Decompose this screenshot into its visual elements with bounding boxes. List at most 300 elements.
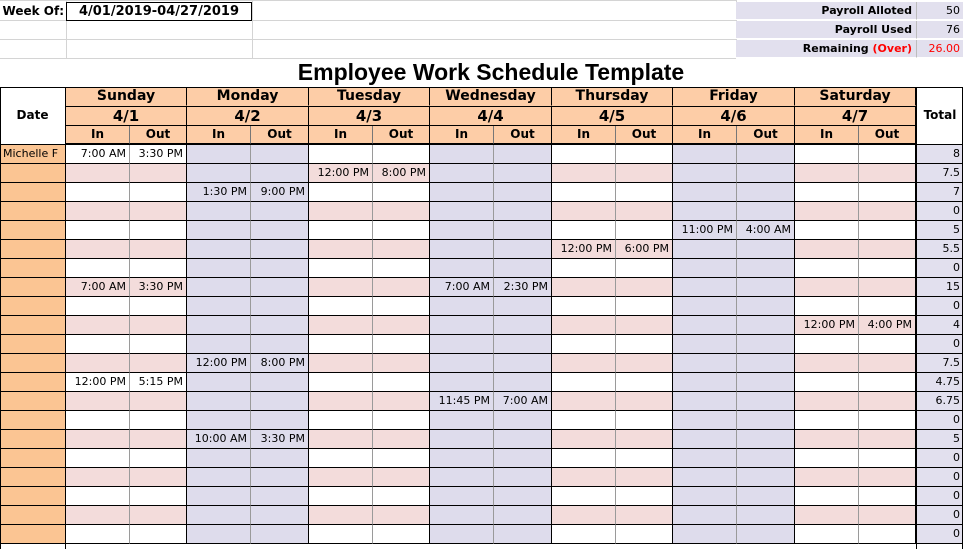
time-out-cell[interactable]: 3:30 PM bbox=[251, 430, 309, 449]
time-in-cell[interactable] bbox=[673, 278, 737, 297]
time-in-cell[interactable] bbox=[795, 202, 859, 221]
time-out-cell[interactable] bbox=[616, 259, 673, 278]
time-out-cell[interactable] bbox=[616, 145, 673, 164]
time-out-cell[interactable]: 5:15 PM bbox=[130, 373, 187, 392]
time-in-cell[interactable] bbox=[430, 145, 494, 164]
time-out-cell[interactable] bbox=[251, 392, 309, 411]
time-in-cell[interactable] bbox=[430, 373, 494, 392]
time-out-cell[interactable] bbox=[130, 164, 187, 183]
time-in-cell[interactable]: 10:00 AM bbox=[187, 430, 251, 449]
time-out-cell[interactable] bbox=[616, 202, 673, 221]
time-out-cell[interactable] bbox=[251, 411, 309, 430]
time-out-cell[interactable] bbox=[737, 316, 795, 335]
time-out-cell[interactable] bbox=[373, 373, 430, 392]
time-in-cell[interactable] bbox=[66, 259, 130, 278]
time-out-cell[interactable] bbox=[373, 278, 430, 297]
time-in-cell[interactable] bbox=[66, 240, 130, 259]
time-in-cell[interactable] bbox=[795, 240, 859, 259]
time-out-cell[interactable] bbox=[616, 183, 673, 202]
time-in-cell[interactable] bbox=[552, 183, 616, 202]
time-out-cell[interactable]: 8:00 PM bbox=[251, 354, 309, 373]
employee-name-cell[interactable] bbox=[0, 449, 66, 468]
time-in-cell[interactable] bbox=[309, 373, 373, 392]
time-in-cell[interactable] bbox=[309, 354, 373, 373]
time-in-cell[interactable] bbox=[552, 411, 616, 430]
time-out-cell[interactable] bbox=[616, 354, 673, 373]
time-in-cell[interactable] bbox=[309, 278, 373, 297]
time-out-cell[interactable] bbox=[616, 506, 673, 525]
time-out-cell[interactable] bbox=[373, 183, 430, 202]
time-in-cell[interactable] bbox=[430, 335, 494, 354]
time-out-cell[interactable] bbox=[373, 240, 430, 259]
time-in-cell[interactable]: 11:00 PM bbox=[673, 221, 737, 240]
time-in-cell[interactable] bbox=[309, 240, 373, 259]
time-in-cell[interactable] bbox=[430, 183, 494, 202]
time-in-cell[interactable] bbox=[66, 430, 130, 449]
time-out-cell[interactable] bbox=[737, 259, 795, 278]
time-out-cell[interactable] bbox=[130, 525, 187, 544]
time-out-cell[interactable] bbox=[251, 487, 309, 506]
time-out-cell[interactable] bbox=[616, 487, 673, 506]
time-in-cell[interactable] bbox=[795, 392, 859, 411]
time-in-cell[interactable] bbox=[309, 525, 373, 544]
time-in-cell[interactable] bbox=[552, 316, 616, 335]
time-in-cell[interactable] bbox=[552, 449, 616, 468]
time-in-cell[interactable] bbox=[187, 278, 251, 297]
time-out-cell[interactable] bbox=[494, 525, 552, 544]
employee-name-cell[interactable] bbox=[0, 430, 66, 449]
time-out-cell[interactable] bbox=[494, 240, 552, 259]
time-out-cell[interactable] bbox=[130, 430, 187, 449]
time-out-cell[interactable] bbox=[737, 202, 795, 221]
time-out-cell[interactable] bbox=[737, 373, 795, 392]
time-out-cell[interactable] bbox=[737, 487, 795, 506]
time-out-cell[interactable]: 7:00 AM bbox=[494, 392, 552, 411]
time-out-cell[interactable] bbox=[373, 525, 430, 544]
time-out-cell[interactable] bbox=[859, 164, 916, 183]
employee-name-cell[interactable] bbox=[0, 373, 66, 392]
employee-name-cell[interactable] bbox=[0, 183, 66, 202]
week-of-value[interactable]: 4/01/2019-04/27/2019 bbox=[66, 2, 252, 21]
time-out-cell[interactable] bbox=[494, 430, 552, 449]
time-out-cell[interactable] bbox=[616, 449, 673, 468]
time-out-cell[interactable] bbox=[616, 297, 673, 316]
time-out-cell[interactable] bbox=[859, 506, 916, 525]
time-out-cell[interactable] bbox=[130, 259, 187, 278]
time-in-cell[interactable] bbox=[187, 145, 251, 164]
employee-name-cell[interactable] bbox=[0, 221, 66, 240]
time-in-cell[interactable] bbox=[673, 354, 737, 373]
time-out-cell[interactable] bbox=[373, 259, 430, 278]
time-in-cell[interactable] bbox=[309, 221, 373, 240]
time-in-cell[interactable] bbox=[673, 392, 737, 411]
time-out-cell[interactable] bbox=[251, 278, 309, 297]
time-out-cell[interactable] bbox=[616, 373, 673, 392]
time-in-cell[interactable] bbox=[430, 221, 494, 240]
time-in-cell[interactable] bbox=[795, 259, 859, 278]
time-out-cell[interactable] bbox=[130, 202, 187, 221]
time-in-cell[interactable] bbox=[430, 240, 494, 259]
time-in-cell[interactable] bbox=[66, 221, 130, 240]
time-out-cell[interactable] bbox=[494, 468, 552, 487]
time-in-cell[interactable] bbox=[309, 449, 373, 468]
time-in-cell[interactable] bbox=[430, 525, 494, 544]
time-out-cell[interactable] bbox=[373, 297, 430, 316]
time-in-cell[interactable] bbox=[187, 335, 251, 354]
time-in-cell[interactable] bbox=[309, 297, 373, 316]
time-out-cell[interactable] bbox=[859, 430, 916, 449]
time-in-cell[interactable] bbox=[187, 392, 251, 411]
time-in-cell[interactable] bbox=[66, 183, 130, 202]
time-out-cell[interactable] bbox=[494, 335, 552, 354]
time-in-cell[interactable] bbox=[187, 487, 251, 506]
employee-name-cell[interactable] bbox=[0, 202, 66, 221]
time-in-cell[interactable] bbox=[552, 487, 616, 506]
time-out-cell[interactable] bbox=[859, 354, 916, 373]
time-out-cell[interactable] bbox=[494, 411, 552, 430]
time-in-cell[interactable]: 7:00 AM bbox=[430, 278, 494, 297]
time-out-cell[interactable] bbox=[251, 221, 309, 240]
time-in-cell[interactable] bbox=[66, 525, 130, 544]
time-out-cell[interactable] bbox=[373, 354, 430, 373]
time-in-cell[interactable] bbox=[795, 411, 859, 430]
employee-name-cell[interactable] bbox=[0, 316, 66, 335]
time-out-cell[interactable] bbox=[130, 354, 187, 373]
time-in-cell[interactable] bbox=[187, 259, 251, 278]
time-in-cell[interactable] bbox=[552, 297, 616, 316]
payroll-used-value[interactable]: 76 bbox=[916, 21, 963, 39]
time-in-cell[interactable] bbox=[309, 506, 373, 525]
time-out-cell[interactable] bbox=[859, 373, 916, 392]
time-out-cell[interactable] bbox=[130, 240, 187, 259]
time-in-cell[interactable] bbox=[430, 316, 494, 335]
time-out-cell[interactable] bbox=[859, 240, 916, 259]
time-in-cell[interactable] bbox=[309, 411, 373, 430]
time-in-cell[interactable] bbox=[309, 392, 373, 411]
time-out-cell[interactable] bbox=[737, 525, 795, 544]
time-in-cell[interactable] bbox=[673, 335, 737, 354]
time-out-cell[interactable]: 6:00 PM bbox=[616, 240, 673, 259]
time-out-cell[interactable] bbox=[859, 297, 916, 316]
time-in-cell[interactable] bbox=[187, 221, 251, 240]
time-out-cell[interactable] bbox=[616, 164, 673, 183]
time-in-cell[interactable] bbox=[187, 411, 251, 430]
time-in-cell[interactable]: 12:00 PM bbox=[309, 164, 373, 183]
employee-name-cell[interactable] bbox=[0, 259, 66, 278]
time-in-cell[interactable] bbox=[430, 297, 494, 316]
time-out-cell[interactable] bbox=[130, 468, 187, 487]
time-in-cell[interactable] bbox=[552, 430, 616, 449]
time-out-cell[interactable] bbox=[251, 373, 309, 392]
time-out-cell[interactable] bbox=[737, 354, 795, 373]
time-out-cell[interactable]: 2:30 PM bbox=[494, 278, 552, 297]
time-in-cell[interactable] bbox=[430, 468, 494, 487]
time-out-cell[interactable] bbox=[737, 278, 795, 297]
time-in-cell[interactable] bbox=[187, 506, 251, 525]
time-in-cell[interactable] bbox=[795, 373, 859, 392]
time-in-cell[interactable] bbox=[66, 164, 130, 183]
time-in-cell[interactable]: 1:30 PM bbox=[187, 183, 251, 202]
time-out-cell[interactable] bbox=[859, 468, 916, 487]
time-in-cell[interactable] bbox=[795, 278, 859, 297]
time-in-cell[interactable] bbox=[552, 373, 616, 392]
time-in-cell[interactable] bbox=[673, 411, 737, 430]
time-in-cell[interactable] bbox=[673, 259, 737, 278]
time-in-cell[interactable] bbox=[66, 468, 130, 487]
time-out-cell[interactable] bbox=[130, 449, 187, 468]
time-in-cell[interactable] bbox=[66, 335, 130, 354]
time-in-cell[interactable] bbox=[552, 145, 616, 164]
time-in-cell[interactable] bbox=[795, 430, 859, 449]
time-out-cell[interactable] bbox=[373, 487, 430, 506]
time-in-cell[interactable]: 11:45 PM bbox=[430, 392, 494, 411]
time-out-cell[interactable]: 4:00 AM bbox=[737, 221, 795, 240]
time-out-cell[interactable] bbox=[373, 411, 430, 430]
time-out-cell[interactable] bbox=[494, 183, 552, 202]
employee-name-cell[interactable] bbox=[0, 392, 66, 411]
time-out-cell[interactable] bbox=[373, 392, 430, 411]
time-in-cell[interactable] bbox=[309, 183, 373, 202]
time-out-cell[interactable] bbox=[737, 506, 795, 525]
time-in-cell[interactable] bbox=[430, 164, 494, 183]
remaining-value[interactable]: 26.00 bbox=[916, 40, 963, 58]
time-in-cell[interactable] bbox=[187, 316, 251, 335]
time-out-cell[interactable] bbox=[494, 354, 552, 373]
time-out-cell[interactable] bbox=[373, 316, 430, 335]
time-in-cell[interactable] bbox=[309, 145, 373, 164]
employee-name-cell[interactable] bbox=[0, 240, 66, 259]
time-in-cell[interactable]: 12:00 PM bbox=[795, 316, 859, 335]
time-in-cell[interactable] bbox=[795, 297, 859, 316]
time-in-cell[interactable] bbox=[673, 373, 737, 392]
time-out-cell[interactable] bbox=[859, 221, 916, 240]
time-in-cell[interactable] bbox=[795, 449, 859, 468]
time-in-cell[interactable] bbox=[552, 506, 616, 525]
time-out-cell[interactable] bbox=[251, 259, 309, 278]
time-out-cell[interactable] bbox=[373, 430, 430, 449]
time-out-cell[interactable] bbox=[616, 221, 673, 240]
employee-name-cell[interactable] bbox=[0, 164, 66, 183]
time-out-cell[interactable] bbox=[859, 335, 916, 354]
time-out-cell[interactable] bbox=[859, 278, 916, 297]
time-out-cell[interactable]: 4:00 PM bbox=[859, 316, 916, 335]
time-in-cell[interactable] bbox=[673, 506, 737, 525]
time-in-cell[interactable] bbox=[673, 202, 737, 221]
time-in-cell[interactable] bbox=[187, 297, 251, 316]
employee-name-cell[interactable] bbox=[0, 411, 66, 430]
time-out-cell[interactable] bbox=[251, 335, 309, 354]
time-in-cell[interactable] bbox=[795, 525, 859, 544]
time-out-cell[interactable] bbox=[251, 468, 309, 487]
employee-name-cell[interactable]: Michelle F bbox=[0, 145, 66, 164]
time-in-cell[interactable] bbox=[430, 354, 494, 373]
time-in-cell[interactable] bbox=[187, 468, 251, 487]
time-out-cell[interactable] bbox=[251, 316, 309, 335]
employee-name-cell[interactable] bbox=[0, 297, 66, 316]
time-in-cell[interactable] bbox=[66, 449, 130, 468]
time-out-cell[interactable]: 9:00 PM bbox=[251, 183, 309, 202]
time-out-cell[interactable] bbox=[859, 259, 916, 278]
time-in-cell[interactable] bbox=[673, 316, 737, 335]
time-in-cell[interactable] bbox=[187, 202, 251, 221]
time-in-cell[interactable]: 7:00 AM bbox=[66, 145, 130, 164]
time-out-cell[interactable] bbox=[373, 221, 430, 240]
time-in-cell[interactable] bbox=[552, 202, 616, 221]
time-in-cell[interactable] bbox=[66, 202, 130, 221]
time-out-cell[interactable] bbox=[130, 297, 187, 316]
time-in-cell[interactable] bbox=[795, 145, 859, 164]
time-out-cell[interactable] bbox=[616, 392, 673, 411]
time-in-cell[interactable] bbox=[673, 145, 737, 164]
time-in-cell[interactable] bbox=[673, 240, 737, 259]
time-in-cell[interactable] bbox=[795, 354, 859, 373]
employee-name-cell[interactable] bbox=[0, 525, 66, 544]
time-out-cell[interactable] bbox=[859, 145, 916, 164]
time-in-cell[interactable]: 7:00 AM bbox=[66, 278, 130, 297]
time-out-cell[interactable] bbox=[251, 164, 309, 183]
time-out-cell[interactable] bbox=[494, 202, 552, 221]
employee-name-cell[interactable] bbox=[0, 354, 66, 373]
time-in-cell[interactable] bbox=[673, 297, 737, 316]
time-out-cell[interactable] bbox=[859, 525, 916, 544]
time-in-cell[interactable] bbox=[552, 354, 616, 373]
time-out-cell[interactable] bbox=[616, 316, 673, 335]
time-in-cell[interactable] bbox=[309, 316, 373, 335]
time-in-cell[interactable] bbox=[673, 487, 737, 506]
time-in-cell[interactable] bbox=[673, 468, 737, 487]
time-in-cell[interactable] bbox=[187, 164, 251, 183]
time-in-cell[interactable] bbox=[309, 335, 373, 354]
employee-name-cell[interactable] bbox=[0, 468, 66, 487]
time-in-cell[interactable] bbox=[430, 259, 494, 278]
time-out-cell[interactable] bbox=[494, 297, 552, 316]
time-out-cell[interactable] bbox=[373, 145, 430, 164]
time-in-cell[interactable] bbox=[430, 487, 494, 506]
time-in-cell[interactable] bbox=[673, 430, 737, 449]
employee-name-cell[interactable] bbox=[0, 487, 66, 506]
time-out-cell[interactable]: 8:00 PM bbox=[373, 164, 430, 183]
time-out-cell[interactable] bbox=[130, 335, 187, 354]
time-in-cell[interactable]: 12:00 PM bbox=[187, 354, 251, 373]
time-out-cell[interactable] bbox=[251, 240, 309, 259]
employee-name-cell[interactable] bbox=[0, 278, 66, 297]
time-in-cell[interactable] bbox=[187, 525, 251, 544]
time-out-cell[interactable] bbox=[494, 145, 552, 164]
time-in-cell[interactable] bbox=[66, 297, 130, 316]
time-out-cell[interactable] bbox=[737, 411, 795, 430]
time-in-cell[interactable] bbox=[673, 449, 737, 468]
time-out-cell[interactable] bbox=[251, 202, 309, 221]
time-out-cell[interactable] bbox=[494, 449, 552, 468]
time-out-cell[interactable] bbox=[130, 411, 187, 430]
time-out-cell[interactable] bbox=[373, 449, 430, 468]
time-out-cell[interactable] bbox=[251, 145, 309, 164]
time-out-cell[interactable] bbox=[494, 259, 552, 278]
time-in-cell[interactable] bbox=[309, 487, 373, 506]
time-in-cell[interactable] bbox=[552, 335, 616, 354]
time-in-cell[interactable] bbox=[66, 392, 130, 411]
time-in-cell[interactable] bbox=[430, 430, 494, 449]
time-in-cell[interactable] bbox=[552, 525, 616, 544]
employee-name-cell[interactable] bbox=[0, 506, 66, 525]
time-in-cell[interactable] bbox=[187, 373, 251, 392]
time-in-cell[interactable] bbox=[552, 259, 616, 278]
time-out-cell[interactable] bbox=[737, 430, 795, 449]
time-out-cell[interactable] bbox=[251, 297, 309, 316]
time-out-cell[interactable] bbox=[373, 468, 430, 487]
time-out-cell[interactable] bbox=[130, 392, 187, 411]
time-out-cell[interactable] bbox=[616, 468, 673, 487]
time-in-cell[interactable]: 12:00 PM bbox=[66, 373, 130, 392]
time-out-cell[interactable] bbox=[251, 449, 309, 468]
time-out-cell[interactable] bbox=[130, 487, 187, 506]
time-out-cell[interactable] bbox=[616, 430, 673, 449]
employee-name-cell[interactable] bbox=[0, 335, 66, 354]
time-in-cell[interactable] bbox=[795, 487, 859, 506]
time-out-cell[interactable] bbox=[859, 183, 916, 202]
time-in-cell[interactable] bbox=[66, 411, 130, 430]
time-in-cell[interactable] bbox=[673, 183, 737, 202]
time-out-cell[interactable] bbox=[737, 164, 795, 183]
time-in-cell[interactable]: 12:00 PM bbox=[552, 240, 616, 259]
time-out-cell[interactable] bbox=[737, 145, 795, 164]
payroll-alloted-value[interactable]: 50 bbox=[916, 2, 963, 20]
time-out-cell[interactable] bbox=[859, 202, 916, 221]
time-in-cell[interactable] bbox=[187, 240, 251, 259]
time-out-cell[interactable] bbox=[494, 506, 552, 525]
time-out-cell[interactable] bbox=[616, 411, 673, 430]
time-out-cell[interactable] bbox=[494, 164, 552, 183]
time-in-cell[interactable] bbox=[552, 392, 616, 411]
time-in-cell[interactable] bbox=[309, 202, 373, 221]
time-in-cell[interactable] bbox=[66, 354, 130, 373]
time-in-cell[interactable] bbox=[673, 525, 737, 544]
time-out-cell[interactable] bbox=[251, 525, 309, 544]
time-out-cell[interactable] bbox=[737, 449, 795, 468]
time-in-cell[interactable] bbox=[430, 506, 494, 525]
time-out-cell[interactable]: 3:30 PM bbox=[130, 278, 187, 297]
time-out-cell[interactable] bbox=[130, 316, 187, 335]
time-in-cell[interactable] bbox=[430, 449, 494, 468]
time-out-cell[interactable] bbox=[373, 335, 430, 354]
time-out-cell[interactable] bbox=[616, 525, 673, 544]
time-out-cell[interactable] bbox=[130, 183, 187, 202]
time-out-cell[interactable] bbox=[130, 221, 187, 240]
time-in-cell[interactable] bbox=[66, 487, 130, 506]
time-out-cell[interactable] bbox=[737, 335, 795, 354]
time-in-cell[interactable] bbox=[795, 335, 859, 354]
time-out-cell[interactable] bbox=[737, 392, 795, 411]
time-out-cell[interactable] bbox=[737, 240, 795, 259]
time-out-cell[interactable] bbox=[737, 468, 795, 487]
time-in-cell[interactable] bbox=[673, 164, 737, 183]
time-out-cell[interactable] bbox=[251, 506, 309, 525]
time-out-cell[interactable] bbox=[859, 487, 916, 506]
time-out-cell[interactable] bbox=[494, 487, 552, 506]
time-in-cell[interactable] bbox=[795, 506, 859, 525]
time-out-cell[interactable] bbox=[373, 202, 430, 221]
time-in-cell[interactable] bbox=[309, 259, 373, 278]
time-in-cell[interactable] bbox=[795, 183, 859, 202]
time-out-cell[interactable] bbox=[130, 506, 187, 525]
time-in-cell[interactable] bbox=[552, 278, 616, 297]
time-out-cell[interactable] bbox=[737, 297, 795, 316]
time-out-cell[interactable] bbox=[737, 183, 795, 202]
time-in-cell[interactable] bbox=[795, 221, 859, 240]
time-out-cell[interactable] bbox=[616, 278, 673, 297]
time-in-cell[interactable] bbox=[187, 449, 251, 468]
time-out-cell[interactable] bbox=[373, 506, 430, 525]
